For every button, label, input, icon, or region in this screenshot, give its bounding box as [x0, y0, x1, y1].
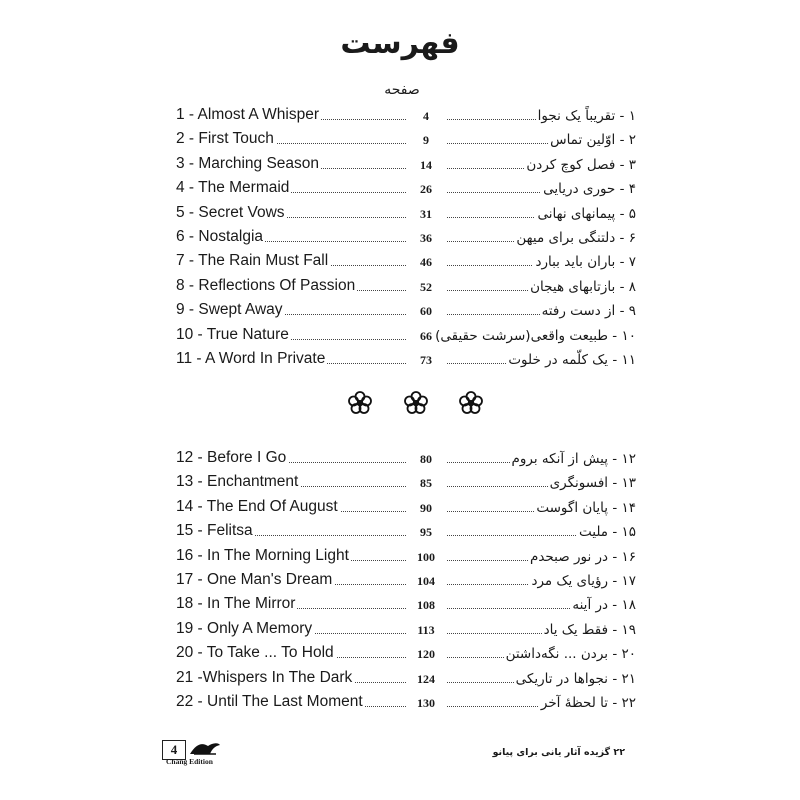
flower-icon: [403, 390, 429, 416]
persian-title: ۱۰ - طبیعت واقعی(سرشت حقیقی): [435, 327, 636, 344]
english-title: 16 - In The Morning Light: [176, 546, 349, 564]
persian-title: ۶ - دلتنگی برای میهن: [516, 230, 636, 246]
toc-row: [176, 567, 636, 591]
persian-title: ۱۱ - یک کلّمه در خلوت: [508, 352, 636, 368]
toc-row: [176, 126, 636, 150]
page-ref: 46: [406, 255, 446, 270]
persian-title: ۱۳ - افسونگری: [549, 475, 636, 492]
persian-title: ۱۵ - ملیت: [579, 524, 636, 541]
toc-row: [176, 445, 636, 469]
page-ref: 52: [406, 280, 446, 295]
persian-title: ۸ - بازتابهای هیجان: [530, 278, 636, 295]
english-title: 20 - To Take ... To Hold: [176, 644, 334, 662]
toc-row: [176, 200, 636, 224]
page-ref: 108: [406, 598, 446, 613]
toc-row: [176, 469, 636, 493]
page-number: 4: [162, 740, 186, 760]
page-title: فهرست: [340, 26, 460, 61]
english-title: 12 - Before I Go: [176, 449, 287, 466]
toc-row: [176, 224, 636, 248]
persian-title: ۱۹ - فقط یک یاد: [543, 621, 636, 638]
page-ref: 4: [406, 109, 446, 124]
persian-title: ۱ - تقریباً یک نجوا: [537, 108, 636, 124]
persian-title: ۷ - باران باید ببارد: [535, 254, 636, 271]
english-title: 3 - Marching Season: [176, 154, 320, 172]
publisher-brand: Chang Edition: [166, 757, 213, 766]
footer-publisher: [162, 740, 222, 766]
page-ref: 9: [406, 133, 446, 148]
english-title: 13 - Enchantment: [176, 473, 299, 491]
persian-title: ۳ - فصل کوچ کردن: [526, 156, 636, 173]
page-column-label: صفحه: [384, 82, 420, 98]
toc-row: [176, 346, 636, 370]
toc-row: [176, 665, 636, 689]
english-title: 19 - Only A Memory: [176, 619, 313, 637]
flower-divider: [0, 390, 800, 420]
page-ref: 124: [406, 672, 446, 687]
toc-row: [176, 494, 636, 518]
english-title: 17 - One Man's Dream: [176, 571, 333, 588]
page-ref: 73: [406, 353, 446, 368]
english-title: 4 - The Mermaid: [176, 179, 290, 197]
persian-title: ۱۴ - پایان اگوست: [536, 499, 636, 516]
page-ref: 120: [406, 647, 446, 662]
page-ref: 36: [406, 231, 446, 246]
page-ref: 31: [406, 207, 446, 222]
english-title: 10 - True Nature: [176, 325, 289, 343]
toc-row: [176, 102, 636, 126]
english-title: 18 - In The Mirror: [176, 595, 296, 613]
persian-title: ۹ - از دست رفته: [541, 303, 636, 320]
book-title: ۲۲ گزیده آثار یانی برای پیانو: [492, 747, 625, 758]
english-title: 21 -Whispers In The Dark: [176, 668, 353, 686]
page-ref: 113: [406, 623, 446, 638]
toc-row: [176, 543, 636, 567]
toc-row: [176, 689, 636, 713]
english-title: 8 - Reflections Of Passion: [176, 276, 356, 294]
english-title: 6 - Nostalgia: [176, 228, 264, 245]
english-title: 5 - Secret Vows: [176, 203, 285, 221]
page-ref: 26: [406, 182, 446, 197]
english-title: 7 - The Rain Must Fall: [176, 252, 329, 270]
toc-row: [176, 591, 636, 615]
flower-icon: [347, 390, 373, 416]
toc-row: [176, 322, 636, 346]
bird-logo-icon: [188, 740, 222, 756]
persian-title: ۲۱ - نجواها در تاریکی: [515, 670, 636, 687]
persian-title: ۱۷ - رؤیای یک مرد: [531, 573, 636, 589]
persian-title: ۱۸ - در آینه: [572, 597, 636, 614]
page-ref: 85: [406, 476, 446, 491]
toc-row: [176, 640, 636, 664]
persian-title: ۲۲ - تا لحظهٔ آخر: [540, 695, 636, 711]
persian-title: ۱۲ - پیش از آنکه بروم: [511, 451, 636, 467]
page-ref: 90: [406, 501, 446, 516]
toc-row: [176, 518, 636, 542]
page-ref: 130: [406, 696, 446, 711]
page-ref: 100: [406, 550, 446, 565]
english-title: 9 - Swept Away: [176, 301, 283, 319]
persian-title: ۲۰ - بردن ... نگه‌داشتن: [505, 646, 636, 663]
page-ref: 14: [406, 158, 446, 173]
persian-title: ۱۶ - در نور صبحدم: [529, 548, 636, 565]
english-title: 15 - Felitsa: [176, 522, 253, 540]
flower-icon: [458, 390, 484, 416]
page-ref: 80: [406, 452, 446, 467]
english-title: 14 - The End Of August: [176, 497, 338, 515]
persian-title: ۲ - اوّلین تماس: [550, 132, 636, 149]
toc-row: [176, 616, 636, 640]
toc-row: [176, 248, 636, 272]
persian-title: ۵ - پیمانهای نهانی: [537, 205, 636, 222]
page-ref: 60: [406, 304, 446, 319]
english-title: 1 - Almost A Whisper: [176, 106, 319, 123]
toc-row: [176, 175, 636, 199]
persian-title: ۴ - حوری دریایی: [543, 181, 636, 198]
page-ref: 66: [406, 329, 446, 344]
english-title: 22 - Until The Last Moment: [176, 693, 363, 710]
page-ref: 104: [406, 574, 446, 589]
english-title: 11 - A Word In Private: [176, 350, 326, 367]
toc-row: [176, 297, 636, 321]
toc-row: [176, 151, 636, 175]
page-ref: 95: [406, 525, 446, 540]
english-title: 2 - First Touch: [176, 130, 274, 148]
toc-row: [176, 273, 636, 297]
